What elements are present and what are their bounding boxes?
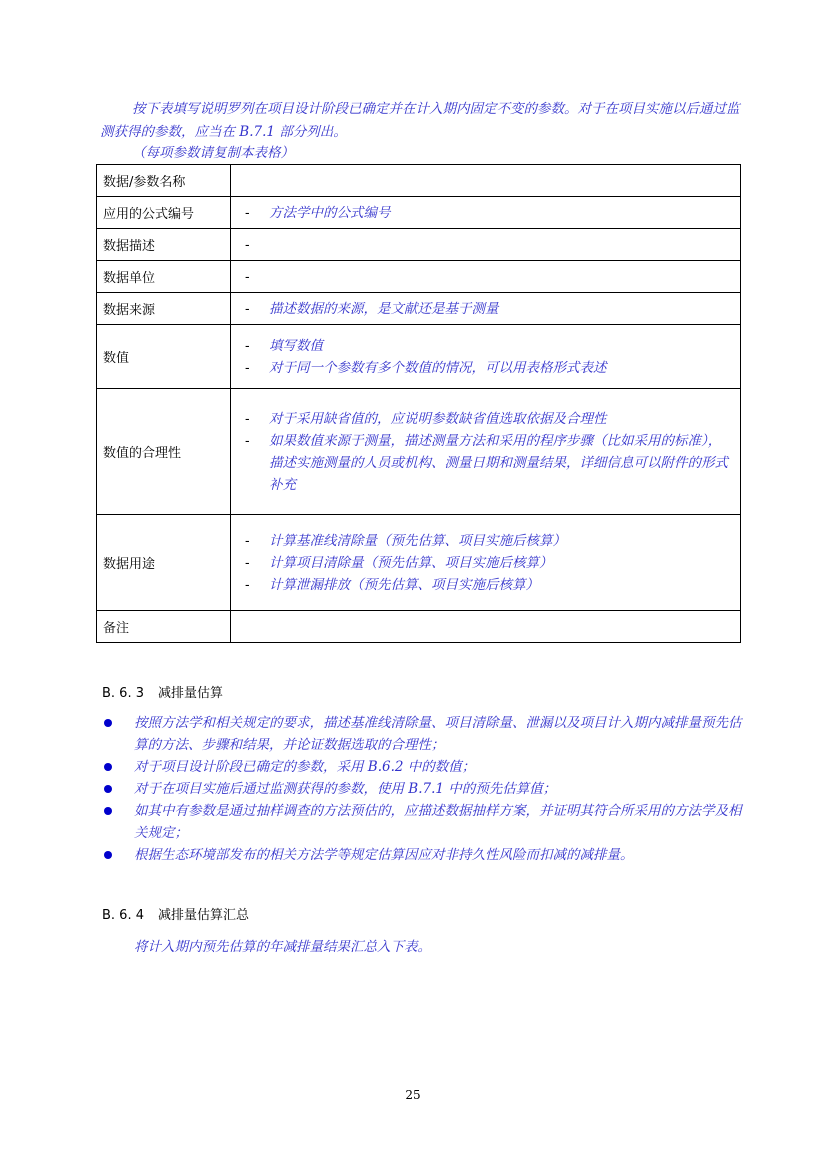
row-value [231,293,741,325]
intro-note: （每项参数请复制本表格） [132,145,294,161]
list-item [245,357,734,379]
item-text: 方法学中的公式编号 [269,204,391,221]
list-item [245,298,734,320]
bullet-text: 对于在项目实施后通过监测获得的参数，使用 B.7.1 中的预先估算值； [134,781,557,797]
item-text: 计算项目清除量（预先估算、项目实施后核算） [269,554,553,571]
list-item [102,756,742,778]
bullet-icon [102,712,134,756]
list-item [245,552,734,574]
dash-marker: - [245,337,250,354]
row-value [231,325,741,389]
dash-marker: - [245,554,250,571]
row-value [231,229,741,261]
row-label: 数值 [97,325,231,389]
dash-marker: - [245,432,250,449]
bullet-icon [102,778,134,800]
item-text [269,266,734,288]
table-row [97,325,741,389]
list-item [245,234,734,256]
table-row [97,611,741,643]
table-row [97,229,741,261]
page-number: 25 [405,1088,421,1102]
list-item [245,266,734,288]
section-heading-b64 [102,904,249,923]
intro-paragraph: 按下表填写说明罗列在项目设计阶段已确定并在计入期内固定不变的参数。对于在项目实施以后通过监测获得的参数，应当在 B.7.1 部分列出。 [100,101,740,140]
bullet-text: 根据生态环境部发布的相关方法学等规定估算因应对非持久性风险而扣减的减排量。 [134,847,634,863]
list-item [102,844,742,866]
section-number: B. 6. 3 [102,686,144,701]
bullet-icon [102,756,134,778]
item-text: 计算泄漏排放（预先估算、项目实施后核算） [269,576,539,593]
list-item [245,530,734,552]
row-label: 数据来源 [97,293,231,325]
section-number: B. 6. 4 [102,908,144,923]
parameter-table [96,164,741,643]
item-text: 描述数据的来源，是文献还是基于测量 [269,300,499,317]
table-row [97,197,741,229]
item-text: 填写数值 [269,337,323,354]
row-label: 数据描述 [97,229,231,261]
row-label: 备注 [97,611,231,643]
list-item [245,574,734,596]
dash-marker: - [245,236,250,253]
dash-marker: - [245,532,250,549]
bullet-icon [102,844,134,866]
list-item [245,430,734,496]
dash-marker: - [245,268,250,285]
item-text: 计算基准线清除量（预先估算、项目实施后核算） [269,532,566,549]
bullet-text: 按照方法学和相关规定的要求，描述基准线清除量、项目清除量、泄漏以及项目计入期内减排量预先估算的方法、步骤和结果，并论证数据选取的合理性； [134,715,742,753]
list-item [102,800,742,844]
row-label: 数据用途 [97,515,231,611]
intro-block [100,98,745,165]
table-row [97,515,741,611]
row-value [231,261,741,293]
dash-marker: - [245,300,250,317]
row-label: 数据单位 [97,261,231,293]
row-value [231,611,741,643]
bullet-list [102,712,742,866]
item-text: 对于采用缺省值的，应说明参数缺省值选取依据及合理性 [269,410,607,427]
row-value [231,165,741,197]
row-value [231,197,741,229]
bullet-text: 对于项目设计阶段已确定的参数，采用 B.6.2 中的数值； [134,759,476,775]
row-label: 数值的合理性 [97,389,231,515]
item-text: 如果数值来源于测量，描述测量方法和采用的程序步骤（比如采用的标准），描述实施测量的人员或机构、测量日期和测量结果，详细信息可以附件的形式补充 [269,432,728,493]
row-value [231,389,741,515]
dash-marker: - [245,410,250,427]
list-item [102,712,742,756]
bullet-text: 如其中有参数是通过抽样调查的方法预估的，应描述数据抽样方案，并证明其符合所采用的方法学及相关规定； [134,803,742,841]
list-item [245,202,734,224]
table-row [97,293,741,325]
table-row [97,165,741,197]
list-item [102,778,742,800]
dash-marker: - [245,576,250,593]
bullet-icon [102,800,134,844]
item-text [269,234,734,256]
row-label: 应用的公式编号 [97,197,231,229]
table-row [97,261,741,293]
section-title: 减排量估算 [158,686,224,701]
item-text: 对于同一个参数有多个数值的情况，可以用表格形式表述 [269,359,607,376]
summary-text: 将计入期内预先估算的年减排量结果汇总入下表。 [134,939,431,955]
row-label: 数据/参数名称 [97,165,231,197]
section-heading-b63 [102,682,223,701]
row-value [231,515,741,611]
list-item [245,408,734,430]
list-item [245,335,734,357]
dash-marker: - [245,204,250,221]
table-row [97,389,741,515]
dash-marker: - [245,359,250,376]
section-title: 减排量估算汇总 [158,908,250,923]
